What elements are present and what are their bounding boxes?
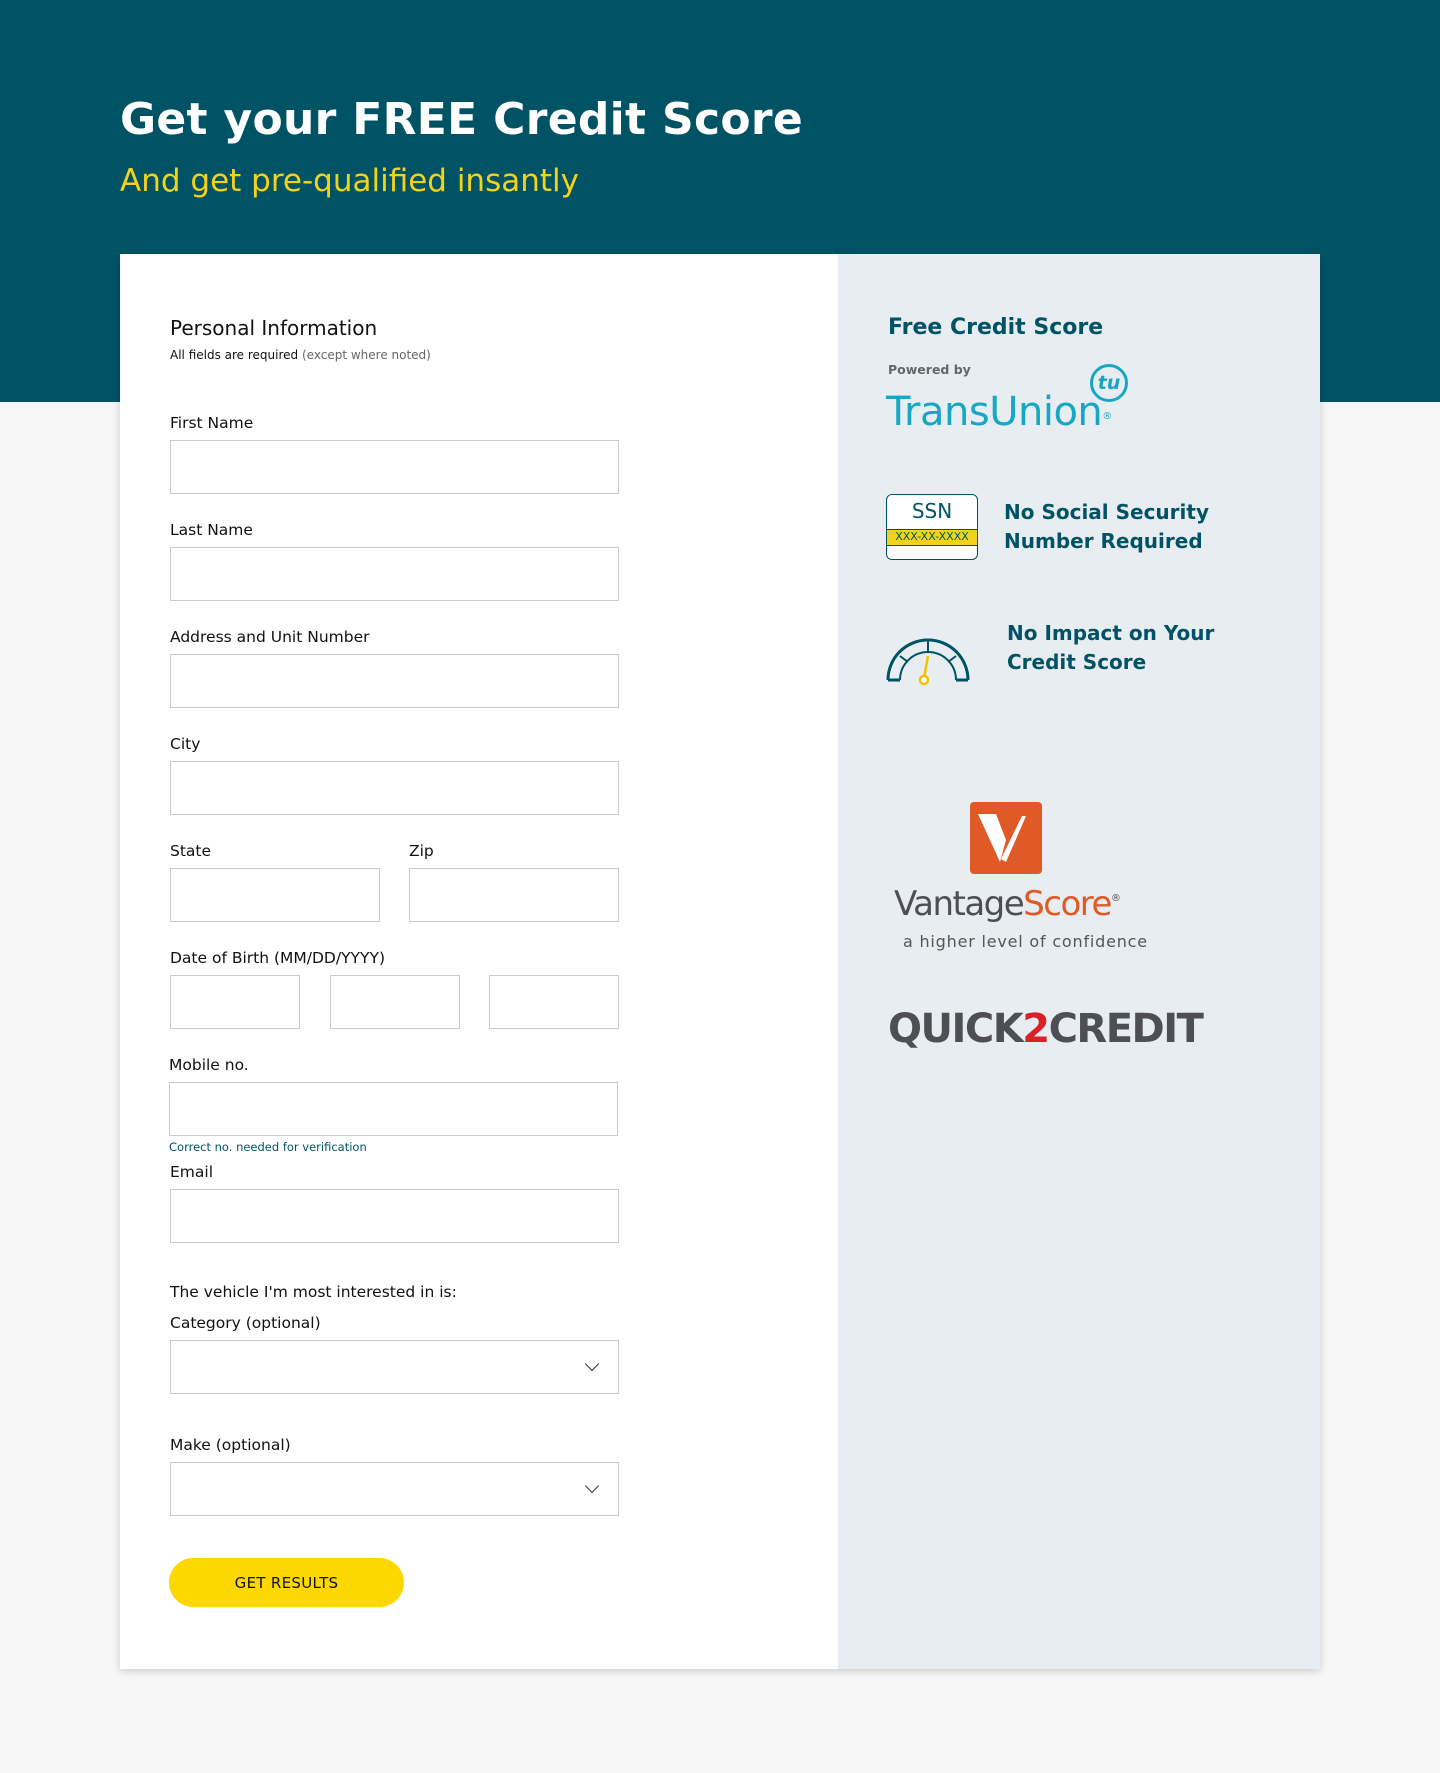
transunion-logo: TransUnion® bbox=[886, 389, 1112, 435]
last-name-label: Last Name bbox=[170, 521, 253, 539]
zip-input[interactable] bbox=[409, 868, 619, 922]
q2c-word-c: CREDIT bbox=[1048, 1006, 1203, 1052]
first-name-input[interactable] bbox=[170, 440, 619, 494]
q2c-word-a: QUICK bbox=[888, 1006, 1023, 1052]
dob-month-input[interactable] bbox=[170, 975, 300, 1029]
required-note-exception: (except where noted) bbox=[301, 348, 431, 362]
vantagescore-logo bbox=[886, 802, 1206, 1002]
quick2credit-logo bbox=[888, 1006, 1202, 1052]
category-label: Category (optional) bbox=[170, 1314, 321, 1332]
make-label: Make (optional) bbox=[170, 1436, 291, 1454]
city-input[interactable] bbox=[170, 761, 619, 815]
mobile-hint: Correct no. needed for verification bbox=[169, 1140, 367, 1154]
dob-label: Date of Birth (MM/DD/YYYY) bbox=[170, 949, 386, 967]
state-label: State bbox=[170, 842, 212, 860]
gauge-icon bbox=[884, 630, 972, 686]
address-label: Address and Unit Number bbox=[170, 628, 370, 646]
mobile-label: Mobile no. bbox=[169, 1056, 249, 1074]
dob-day-input[interactable] bbox=[330, 975, 460, 1029]
email-label: Email bbox=[170, 1163, 214, 1181]
ssn-card-icon bbox=[886, 494, 978, 560]
credit-form-card bbox=[120, 254, 1320, 1669]
vantagescore-tagline: a higher level of confidence bbox=[903, 932, 1148, 951]
state-input[interactable] bbox=[170, 868, 380, 922]
vantagescore-wordmark: VantageScore® bbox=[894, 884, 1121, 924]
vantagescore-word-b: Score bbox=[1023, 884, 1111, 924]
make-select[interactable] bbox=[170, 1462, 619, 1516]
dob-year-input[interactable] bbox=[489, 975, 619, 1029]
form-heading: Personal Information bbox=[170, 316, 378, 340]
transunion-badge-icon: tu bbox=[1090, 364, 1128, 402]
city-label: City bbox=[170, 735, 201, 753]
powered-by-label: Powered by bbox=[888, 362, 971, 377]
ssn-card-mask: XXX-XX-XXXX bbox=[887, 529, 977, 546]
chevron-down-icon bbox=[585, 1479, 599, 1493]
last-name-input[interactable] bbox=[170, 547, 619, 601]
required-note-text: All fields are required bbox=[170, 348, 299, 362]
vehicle-interest-label: The vehicle I'm most interested in is: bbox=[170, 1283, 457, 1301]
get-results-button[interactable]: GET RESULTS bbox=[169, 1558, 404, 1607]
q2c-word-b: 2 bbox=[1022, 1006, 1049, 1052]
email-input[interactable] bbox=[170, 1189, 619, 1243]
transunion-logo-text: TransUnion bbox=[886, 389, 1103, 435]
zip-label: Zip bbox=[409, 842, 434, 860]
required-note bbox=[170, 348, 431, 362]
first-name-label: First Name bbox=[170, 414, 254, 432]
aside-title: Free Credit Score bbox=[888, 315, 1104, 340]
benefits-panel bbox=[838, 254, 1320, 1669]
vantagescore-word-a: Vantage bbox=[894, 884, 1024, 924]
mobile-input[interactable] bbox=[169, 1082, 618, 1136]
page-subtitle: And get pre-qualified insantly bbox=[120, 163, 579, 199]
vantagescore-mark-icon bbox=[970, 802, 1042, 874]
category-select[interactable] bbox=[170, 1340, 619, 1394]
feature-no-ssn: No Social Security Number Required bbox=[1004, 500, 1209, 553]
address-input[interactable] bbox=[170, 654, 619, 708]
ssn-card-word: SSN bbox=[911, 499, 953, 523]
feature-no-impact: No Impact on Your Credit Score bbox=[1007, 621, 1215, 674]
page-title: Get your FREE Credit Score bbox=[120, 94, 804, 145]
chevron-down-icon bbox=[585, 1357, 599, 1371]
